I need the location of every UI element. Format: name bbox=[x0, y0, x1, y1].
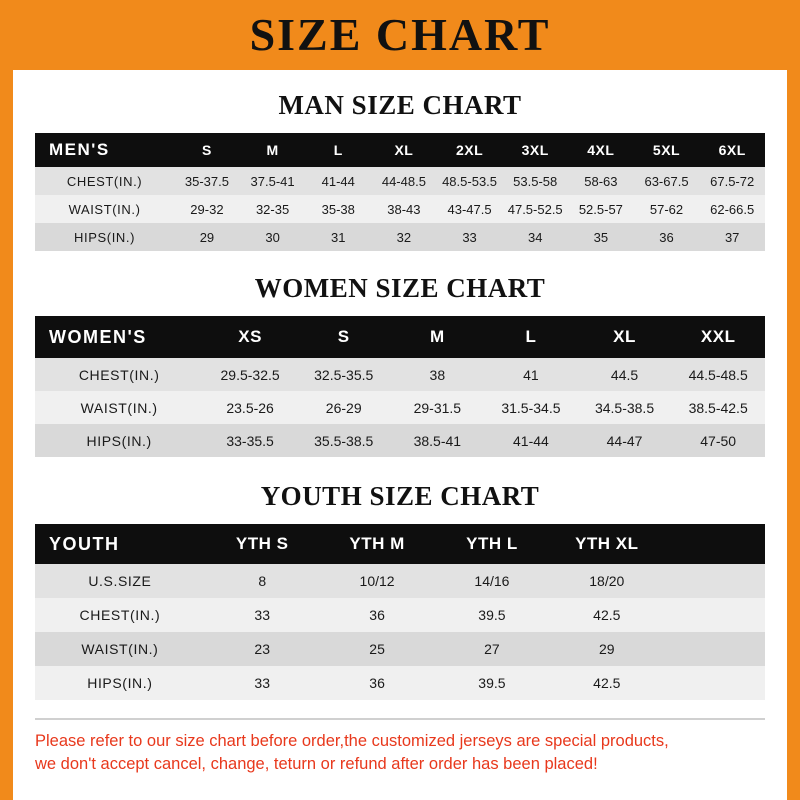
row-label: WAIST(IN.) bbox=[35, 195, 174, 223]
table-cell: 67.5-72 bbox=[699, 167, 765, 195]
table-cell: 42.5 bbox=[549, 666, 664, 700]
row-label: HIPS(IN.) bbox=[35, 424, 203, 457]
table-cell: 34 bbox=[502, 223, 568, 251]
table-cell: 23 bbox=[205, 632, 320, 666]
column-header: YTH M bbox=[320, 524, 435, 564]
table-row bbox=[35, 564, 765, 598]
table-cell: 18/20 bbox=[549, 564, 664, 598]
column-header: XL bbox=[371, 133, 437, 167]
table-cell: 43-47.5 bbox=[437, 195, 503, 223]
youth-size-section bbox=[13, 481, 787, 700]
row-label: U.S.SIZE bbox=[35, 564, 205, 598]
table-cell: 38-43 bbox=[371, 195, 437, 223]
table-cell: 29 bbox=[174, 223, 240, 251]
table-cell bbox=[664, 598, 765, 632]
column-header: 5XL bbox=[634, 133, 700, 167]
table-cell: 38.5-41 bbox=[391, 424, 485, 457]
column-header: S bbox=[297, 316, 391, 358]
row-label: HIPS(IN.) bbox=[35, 666, 205, 700]
women-size-table bbox=[35, 316, 765, 457]
column-header: YOUTH bbox=[35, 524, 205, 564]
table-cell: 29-32 bbox=[174, 195, 240, 223]
table-cell: 39.5 bbox=[435, 666, 550, 700]
table-cell: 44-47 bbox=[578, 424, 672, 457]
table-cell: 33 bbox=[437, 223, 503, 251]
women-section-title: WOMEN SIZE CHART bbox=[254, 273, 546, 303]
table-header-row bbox=[35, 133, 765, 167]
notice-line-1: Please refer to our size chart before order,the customized jerseys are special products, bbox=[35, 732, 669, 750]
notice-line-2: we don't accept cancel, change, teturn or refund after order has been placed! bbox=[35, 755, 598, 774]
table-cell: 36 bbox=[320, 598, 435, 632]
man-size-table bbox=[35, 133, 765, 251]
table-row bbox=[35, 424, 765, 457]
table-row bbox=[35, 666, 765, 700]
table-cell: 35-37.5 bbox=[174, 167, 240, 195]
table-cell bbox=[664, 666, 765, 700]
table-cell: 14/16 bbox=[435, 564, 550, 598]
column-header: XXL bbox=[671, 316, 765, 358]
table-row bbox=[35, 391, 765, 424]
table-cell: 53.5-58 bbox=[502, 167, 568, 195]
column-header: YTH S bbox=[205, 524, 320, 564]
column-header: 6XL bbox=[699, 133, 765, 167]
column-header: M bbox=[391, 316, 485, 358]
table-cell: 25 bbox=[320, 632, 435, 666]
table-cell: 44.5 bbox=[578, 358, 672, 391]
column-header: M bbox=[240, 133, 306, 167]
column-header: XL bbox=[578, 316, 672, 358]
table-cell: 33-35.5 bbox=[203, 424, 297, 457]
table-cell: 37.5-41 bbox=[240, 167, 306, 195]
table-row bbox=[35, 598, 765, 632]
row-label: CHEST(IN.) bbox=[35, 167, 174, 195]
row-label: WAIST(IN.) bbox=[35, 632, 205, 666]
table-cell: 33 bbox=[205, 598, 320, 632]
table-cell: 39.5 bbox=[435, 598, 550, 632]
table-cell: 41-44 bbox=[484, 424, 578, 457]
table-row bbox=[35, 632, 765, 666]
table-cell: 29-31.5 bbox=[391, 391, 485, 424]
table-cell: 57-62 bbox=[634, 195, 700, 223]
page-title: SIZE CHART bbox=[249, 9, 551, 60]
table-cell: 38.5-42.5 bbox=[671, 391, 765, 424]
table-cell: 36 bbox=[634, 223, 700, 251]
table-cell: 41-44 bbox=[305, 167, 371, 195]
table-cell bbox=[664, 632, 765, 666]
table-cell: 58-63 bbox=[568, 167, 634, 195]
column-header: 3XL bbox=[502, 133, 568, 167]
man-section-title: MAN SIZE CHART bbox=[278, 90, 522, 120]
table-row bbox=[35, 223, 765, 251]
youth-size-table bbox=[35, 524, 765, 700]
column-header: MEN'S bbox=[35, 133, 174, 167]
table-cell: 34.5-38.5 bbox=[578, 391, 672, 424]
table-cell: 27 bbox=[435, 632, 550, 666]
table-row bbox=[35, 358, 765, 391]
table-cell: 35.5-38.5 bbox=[297, 424, 391, 457]
table-cell: 32.5-35.5 bbox=[297, 358, 391, 391]
table-header-row bbox=[35, 316, 765, 358]
table-cell: 8 bbox=[205, 564, 320, 598]
table-header-row bbox=[35, 524, 765, 564]
column-header: L bbox=[484, 316, 578, 358]
table-cell: 37 bbox=[699, 223, 765, 251]
table-cell: 29 bbox=[549, 632, 664, 666]
column-header: 2XL bbox=[437, 133, 503, 167]
table-cell: 32-35 bbox=[240, 195, 306, 223]
table-cell: 31.5-34.5 bbox=[484, 391, 578, 424]
table-cell bbox=[664, 564, 765, 598]
table-cell: 38 bbox=[391, 358, 485, 391]
table-cell: 42.5 bbox=[549, 598, 664, 632]
column-header bbox=[664, 524, 765, 564]
table-cell: 30 bbox=[240, 223, 306, 251]
table-cell: 63-67.5 bbox=[634, 167, 700, 195]
row-label: CHEST(IN.) bbox=[35, 358, 203, 391]
table-cell: 48.5-53.5 bbox=[437, 167, 503, 195]
women-size-section bbox=[13, 273, 787, 457]
page-header-band bbox=[0, 0, 800, 70]
table-row bbox=[35, 167, 765, 195]
table-cell: 31 bbox=[305, 223, 371, 251]
column-header: 4XL bbox=[568, 133, 634, 167]
table-cell: 62-66.5 bbox=[699, 195, 765, 223]
table-cell: 41 bbox=[484, 358, 578, 391]
table-cell: 10/12 bbox=[320, 564, 435, 598]
table-cell: 29.5-32.5 bbox=[203, 358, 297, 391]
order-notice bbox=[35, 718, 765, 776]
table-cell: 33 bbox=[205, 666, 320, 700]
youth-section-title: YOUTH SIZE CHART bbox=[260, 481, 540, 511]
table-cell: 35 bbox=[568, 223, 634, 251]
table-cell: 26-29 bbox=[297, 391, 391, 424]
table-cell: 35-38 bbox=[305, 195, 371, 223]
row-label: CHEST(IN.) bbox=[35, 598, 205, 632]
column-header: YTH L bbox=[435, 524, 550, 564]
table-row bbox=[35, 195, 765, 223]
man-size-section bbox=[13, 90, 787, 251]
table-cell: 52.5-57 bbox=[568, 195, 634, 223]
column-header: WOMEN'S bbox=[35, 316, 203, 358]
column-header: L bbox=[305, 133, 371, 167]
table-cell: 47.5-52.5 bbox=[502, 195, 568, 223]
row-label: HIPS(IN.) bbox=[35, 223, 174, 251]
row-label: WAIST(IN.) bbox=[35, 391, 203, 424]
table-cell: 36 bbox=[320, 666, 435, 700]
table-cell: 47-50 bbox=[671, 424, 765, 457]
table-cell: 23.5-26 bbox=[203, 391, 297, 424]
column-header: S bbox=[174, 133, 240, 167]
table-cell: 32 bbox=[371, 223, 437, 251]
column-header: XS bbox=[203, 316, 297, 358]
table-cell: 44.5-48.5 bbox=[671, 358, 765, 391]
table-cell: 44-48.5 bbox=[371, 167, 437, 195]
column-header: YTH XL bbox=[549, 524, 664, 564]
